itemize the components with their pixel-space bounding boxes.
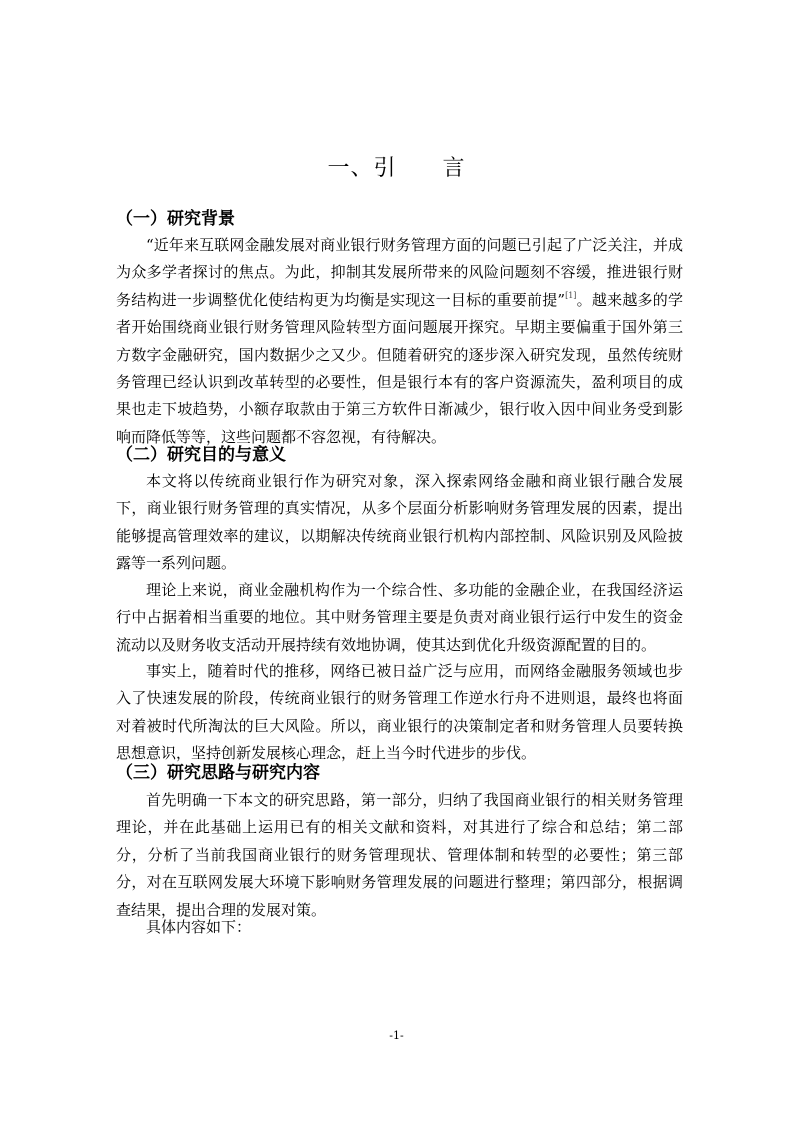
paragraph-approach-1: 首先明确一下本文的研究思路，第一部分，归纳了我国商业银行的相关财务管理理论，并在此基础上运用已有的相关文献和资料，对其进行了综合和总结；第二部分，分析了当前我国商业银行的财务管理现状、管理体制和转型的必要性；第三部分，对在互联网发展大环境下影响财务管理发展的问题进行整理；第四部分，根据调查结果，提出合理的发展对策。: [116, 791, 683, 919]
page-title: 一、引 言: [327, 156, 466, 181]
paragraph-text: 。越来越多的学者开始围绕商业银行财务管理风险转型方面问题展开探究。早期主要偏重于国外第三方数字金融研究，国内数据少之又少。但随着研究的逐步深入研究发现，虽然传统财务管理已经认识到改革转型的必要性，但是银行本有的客户资源流失，盈利项目的成果也走下坡趋势，小额存取款由于第三方软件日渐减少，银行收入因中间业务受到影响而降低等等，这些问题都不容忽视，有待解决。: [116, 290, 683, 446]
page-number: -1-: [389, 1029, 404, 1042]
paragraph-purpose-2: 理论上来说，商业金融机构作为一个综合性、多功能的金融企业，在我国经济运行中占据着相当重要的地位。其中财务管理主要是负责对商业银行运行中发生的资金流动以及财务收支活动开展持续有效地协调，使其达到优化升级资源配置的目的。: [116, 581, 683, 654]
section-heading-background: （一）研究背景: [116, 209, 235, 229]
paragraph-purpose-1: 本文将以传统商业银行作为研究对象，深入探索网络金融和商业银行融合发展下，商业银行财务管理的真实情况，从多个层面分析影响财务管理发展的因素，提出能够提高管理效率的建议，以期解决传统商业银行机构内部控制、风险识别及风险披露等一系列问题。: [116, 472, 683, 573]
section-heading-approach: （三）研究思路与研究内容: [116, 763, 320, 783]
paragraph-purpose-3: 事实上，随着时代的推移，网络已被日益广泛与应用，而网络金融服务领域也步入了快速发展的阶段，传统商业银行的财务管理工作逆水行舟不进则退，最终也将面对着被时代所淘汰的巨大风险。所以，商业银行的决策制定者和财务管理人员要转换思想意识，坚持创新发展核心理念，赶上当今时代进步的步伐。: [116, 662, 683, 763]
paragraph-approach-2: 具体内容如下：: [146, 918, 252, 936]
paragraph-text: “近年来互联网金融发展对商业银行财务管理方面的问题已引起了广泛关注，并成为众多学者探讨的焦点。为此，抑制其发展所带来的风险问题刻不容缓，推进银行财务结构进一步调整优化使结构更为均衡是实现这一目标的重要前提”: [116, 236, 683, 309]
section-heading-purpose: （二）研究目的与意义: [116, 445, 286, 465]
paragraph-background-1: [116, 232, 683, 451]
citation-marker[interactable]: [1]: [565, 290, 577, 300]
